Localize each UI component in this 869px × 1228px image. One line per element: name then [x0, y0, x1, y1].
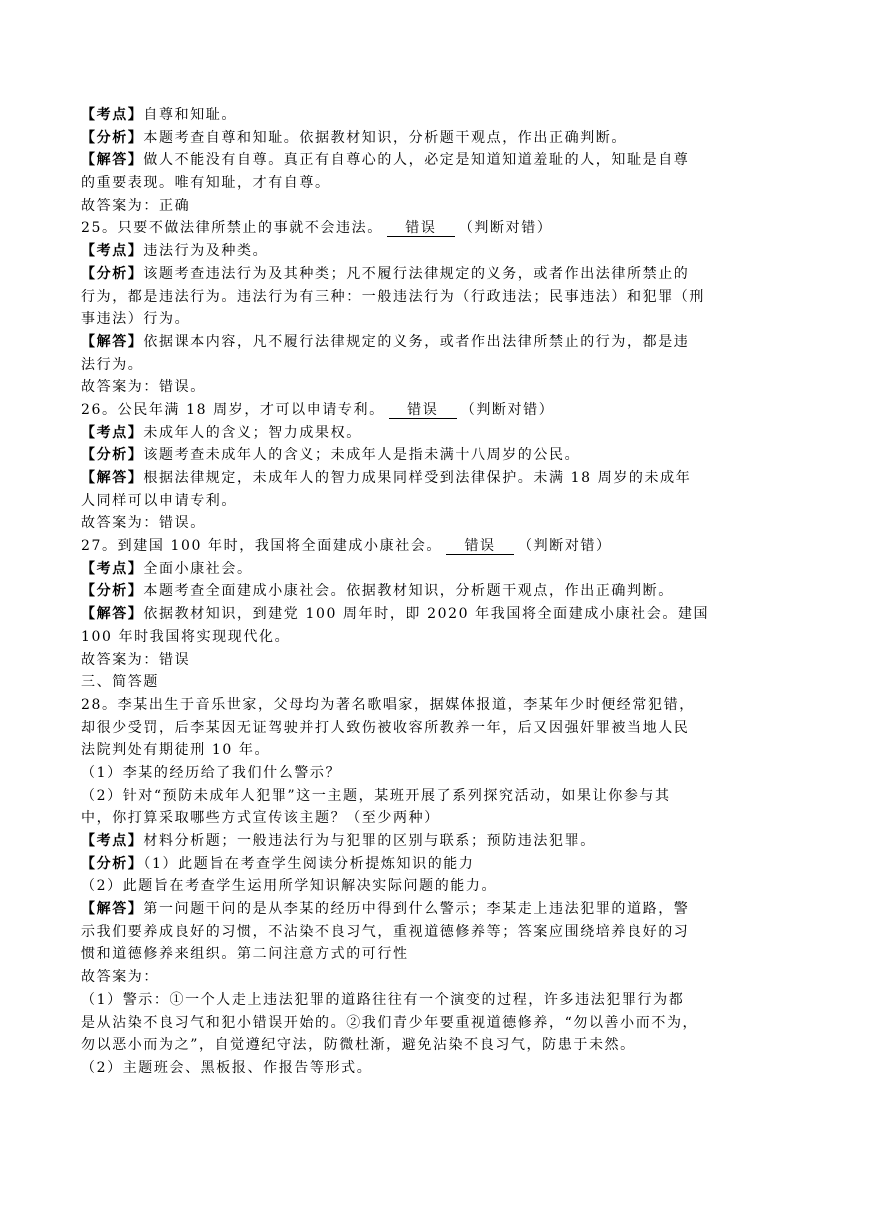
- line-text: 该题考查未成年人的含义；未成年人是指未满十八周岁的公民。: [143, 447, 581, 464]
- section-label: 【解答】: [81, 606, 144, 623]
- line-text: 27。到建国 100 年时，我国将全面建成小康社会。: [81, 538, 443, 555]
- section-label: 【分析】: [81, 265, 144, 282]
- text-line: [81, 739, 787, 762]
- line-text: 依据课本内容，凡不履行法律规定的义务，或者作出法律所禁止的行为，都是违: [143, 333, 690, 350]
- line-text: 故答案为：错误。: [81, 515, 206, 532]
- line-text: 勿以恶小而为之”，自觉遵纪守法，防微杜渐，避免沾染不良习气，防患于未然。: [81, 1037, 636, 1054]
- section-label: 【解答】: [81, 152, 144, 169]
- text-line: [81, 422, 787, 445]
- section-label: 【解答】: [81, 901, 144, 918]
- line-text: 故答案为：错误。: [81, 379, 206, 396]
- text-line: [81, 1034, 787, 1057]
- line-text: 是从沾染不良习气和犯小错误开始的。②我们青少年要重视道德修养，“勿以善小而不为，: [81, 1014, 699, 1031]
- line-text: 依据教材知识，到建党 100 周年时，即 2020 年我国将全面建成小康社会。建国: [143, 606, 710, 623]
- line-text: 法院判处有期徒刑 10 年。: [81, 742, 271, 759]
- text-line: [81, 354, 787, 377]
- text-line: [81, 149, 787, 172]
- text-line: [81, 240, 787, 263]
- text-line: [81, 1012, 787, 1035]
- line-text: 该题考查违法行为及其种类；凡不履行法律规定的义务，或者作出法律所禁止的: [143, 265, 690, 282]
- line-text: 故答案为：: [81, 969, 159, 986]
- section-label: 【考点】: [81, 424, 144, 441]
- text-line: [81, 830, 787, 853]
- text-line: [81, 717, 787, 740]
- text-line: [81, 535, 787, 558]
- line-text: 惯和道德修养来组织。第二问注意方式的可行性: [81, 946, 409, 963]
- text-line: [81, 512, 787, 535]
- line-text: 做人不能没有自尊。真正有自尊心的人，必定是知道知道羞耻的人，知耻是自尊: [143, 152, 690, 169]
- line-text: 事违法）行为。: [81, 311, 191, 328]
- text-line: [81, 217, 787, 240]
- line-text: 未成年人的含义；智力成果权。: [143, 424, 362, 441]
- section-label: 【考点】: [81, 107, 144, 123]
- document-page: [81, 104, 787, 1080]
- answer-blank: 错误: [446, 539, 514, 555]
- line-text: （1）李某的经历给了我们什么警示？: [81, 764, 342, 781]
- line-text: 三、简答题: [81, 674, 159, 691]
- section-label: 【分析】: [81, 129, 144, 146]
- line-text: （判断对错）: [458, 220, 553, 237]
- text-line: [81, 603, 787, 626]
- line-text: 中，你打算采取哪些方式宣传该主题？（至少两种）: [81, 810, 440, 827]
- line-text: 违法行为及种类。: [143, 243, 269, 260]
- line-text: 故答案为：正确: [81, 197, 191, 214]
- text-line: [81, 263, 787, 286]
- line-text: （判断对错）: [460, 401, 555, 418]
- section-label: 【考点】: [81, 243, 144, 260]
- text-line: [81, 989, 787, 1012]
- line-text: 根据法律规定，未成年人的智力成果同样受到法律保护。未满 18 周岁的未成年: [143, 470, 692, 486]
- text-line: [81, 286, 787, 309]
- line-text: （2）主题班会、黑板报、作报告等形式。: [81, 1059, 373, 1076]
- line-text: 自尊和知耻。: [143, 107, 238, 123]
- section-label: 【分析】: [81, 583, 144, 600]
- text-line: [81, 671, 787, 694]
- line-text: （2）针对“预防未成年人犯罪”这一主题，某班开展了系列探究活动，如果让你参与其: [81, 787, 671, 804]
- text-line: [81, 399, 787, 422]
- section-label: 【考点】: [81, 560, 144, 577]
- line-text: 法行为。: [81, 356, 144, 373]
- text-line: [81, 943, 787, 966]
- answer-blank: 错误: [387, 221, 455, 237]
- section-label: 【分析】: [81, 855, 144, 872]
- line-text: 本题考查自尊和知耻。依据教材知识，分析题干观点，作出正确判断。: [143, 129, 628, 146]
- text-line: [81, 308, 787, 331]
- line-text: 全面小康社会。: [143, 560, 253, 577]
- line-text: 本题考查全面建成小康社会。依据教材知识，分析题干观点，作出正确判断。: [143, 583, 674, 600]
- text-line: [81, 626, 787, 649]
- line-text: 28。李某出生于音乐世家，父母均为著名歌唱家，据媒体报道，李某年少时便经常犯错，: [81, 696, 695, 713]
- text-line: [81, 490, 787, 513]
- text-line: [81, 694, 787, 717]
- text-line: [81, 195, 787, 218]
- answer-blank: 错误: [389, 403, 457, 419]
- text-line: [81, 558, 787, 581]
- text-line: [81, 376, 787, 399]
- section-label: 【考点】: [81, 833, 144, 849]
- text-line: [81, 898, 787, 921]
- line-text: 人同样可以申请专利。: [81, 492, 237, 509]
- line-text: 故答案为：错误: [81, 651, 191, 668]
- line-text: 却很少受罚，后李某因无证驾驶并打人致伤被收容所教养一年，后又因强奸罪被当地人民: [81, 719, 690, 736]
- text-line: [81, 1057, 787, 1080]
- line-text: 的重要表现。唯有知耻，才有自尊。: [81, 175, 331, 192]
- text-line: [81, 649, 787, 672]
- line-text: 行为，都是违法行为。违法行为有三种：一般违法行为（行政违法；民事违法）和犯罪（刑: [81, 288, 705, 305]
- line-text: 25。只要不做法律所禁止的事就不会违法。: [81, 220, 383, 237]
- text-line: [81, 104, 787, 127]
- text-line: [81, 467, 787, 490]
- text-line: [81, 785, 787, 808]
- text-line: [81, 331, 787, 354]
- text-line: [81, 444, 787, 467]
- text-line: [81, 580, 787, 603]
- line-text: （判断对错）: [518, 538, 612, 555]
- line-text: （1）警示：①一个人走上违法犯罪的道路往往有一个演变的过程，许多违法犯罪行为都: [81, 991, 685, 1008]
- text-line: [81, 921, 787, 944]
- text-line: [81, 853, 787, 876]
- text-line: [81, 807, 787, 830]
- text-line: [81, 875, 787, 898]
- line-text: 26。公民年满 18 周岁，才可以申请专利。: [81, 401, 385, 418]
- text-line: [81, 966, 787, 989]
- text-line: [81, 127, 787, 150]
- line-text: 第一问题干问的是从李某的经历中得到什么警示；李某走上违法犯罪的道路，警: [143, 901, 690, 918]
- section-label: 【分析】: [81, 447, 144, 464]
- line-text: （1）此题旨在考查学生阅读分析提炼知识的能力: [143, 855, 475, 872]
- section-label: 【解答】: [81, 470, 144, 486]
- line-text: 100 年时我国将实现现代化。: [81, 628, 291, 645]
- text-line: [81, 762, 787, 785]
- line-text: 示我们要养成良好的习惯，不沾染不良习气，重视道德修养等；答案应围绕培养良好的习: [81, 923, 690, 940]
- section-label: 【解答】: [81, 333, 144, 350]
- line-text: 材料分析题；一般违法行为与犯罪的区别与联系；预防违法犯罪。: [143, 833, 596, 849]
- text-line: [81, 172, 787, 195]
- line-text: （2）此题旨在考查学生运用所学知识解决实际问题的能力。: [81, 878, 498, 895]
